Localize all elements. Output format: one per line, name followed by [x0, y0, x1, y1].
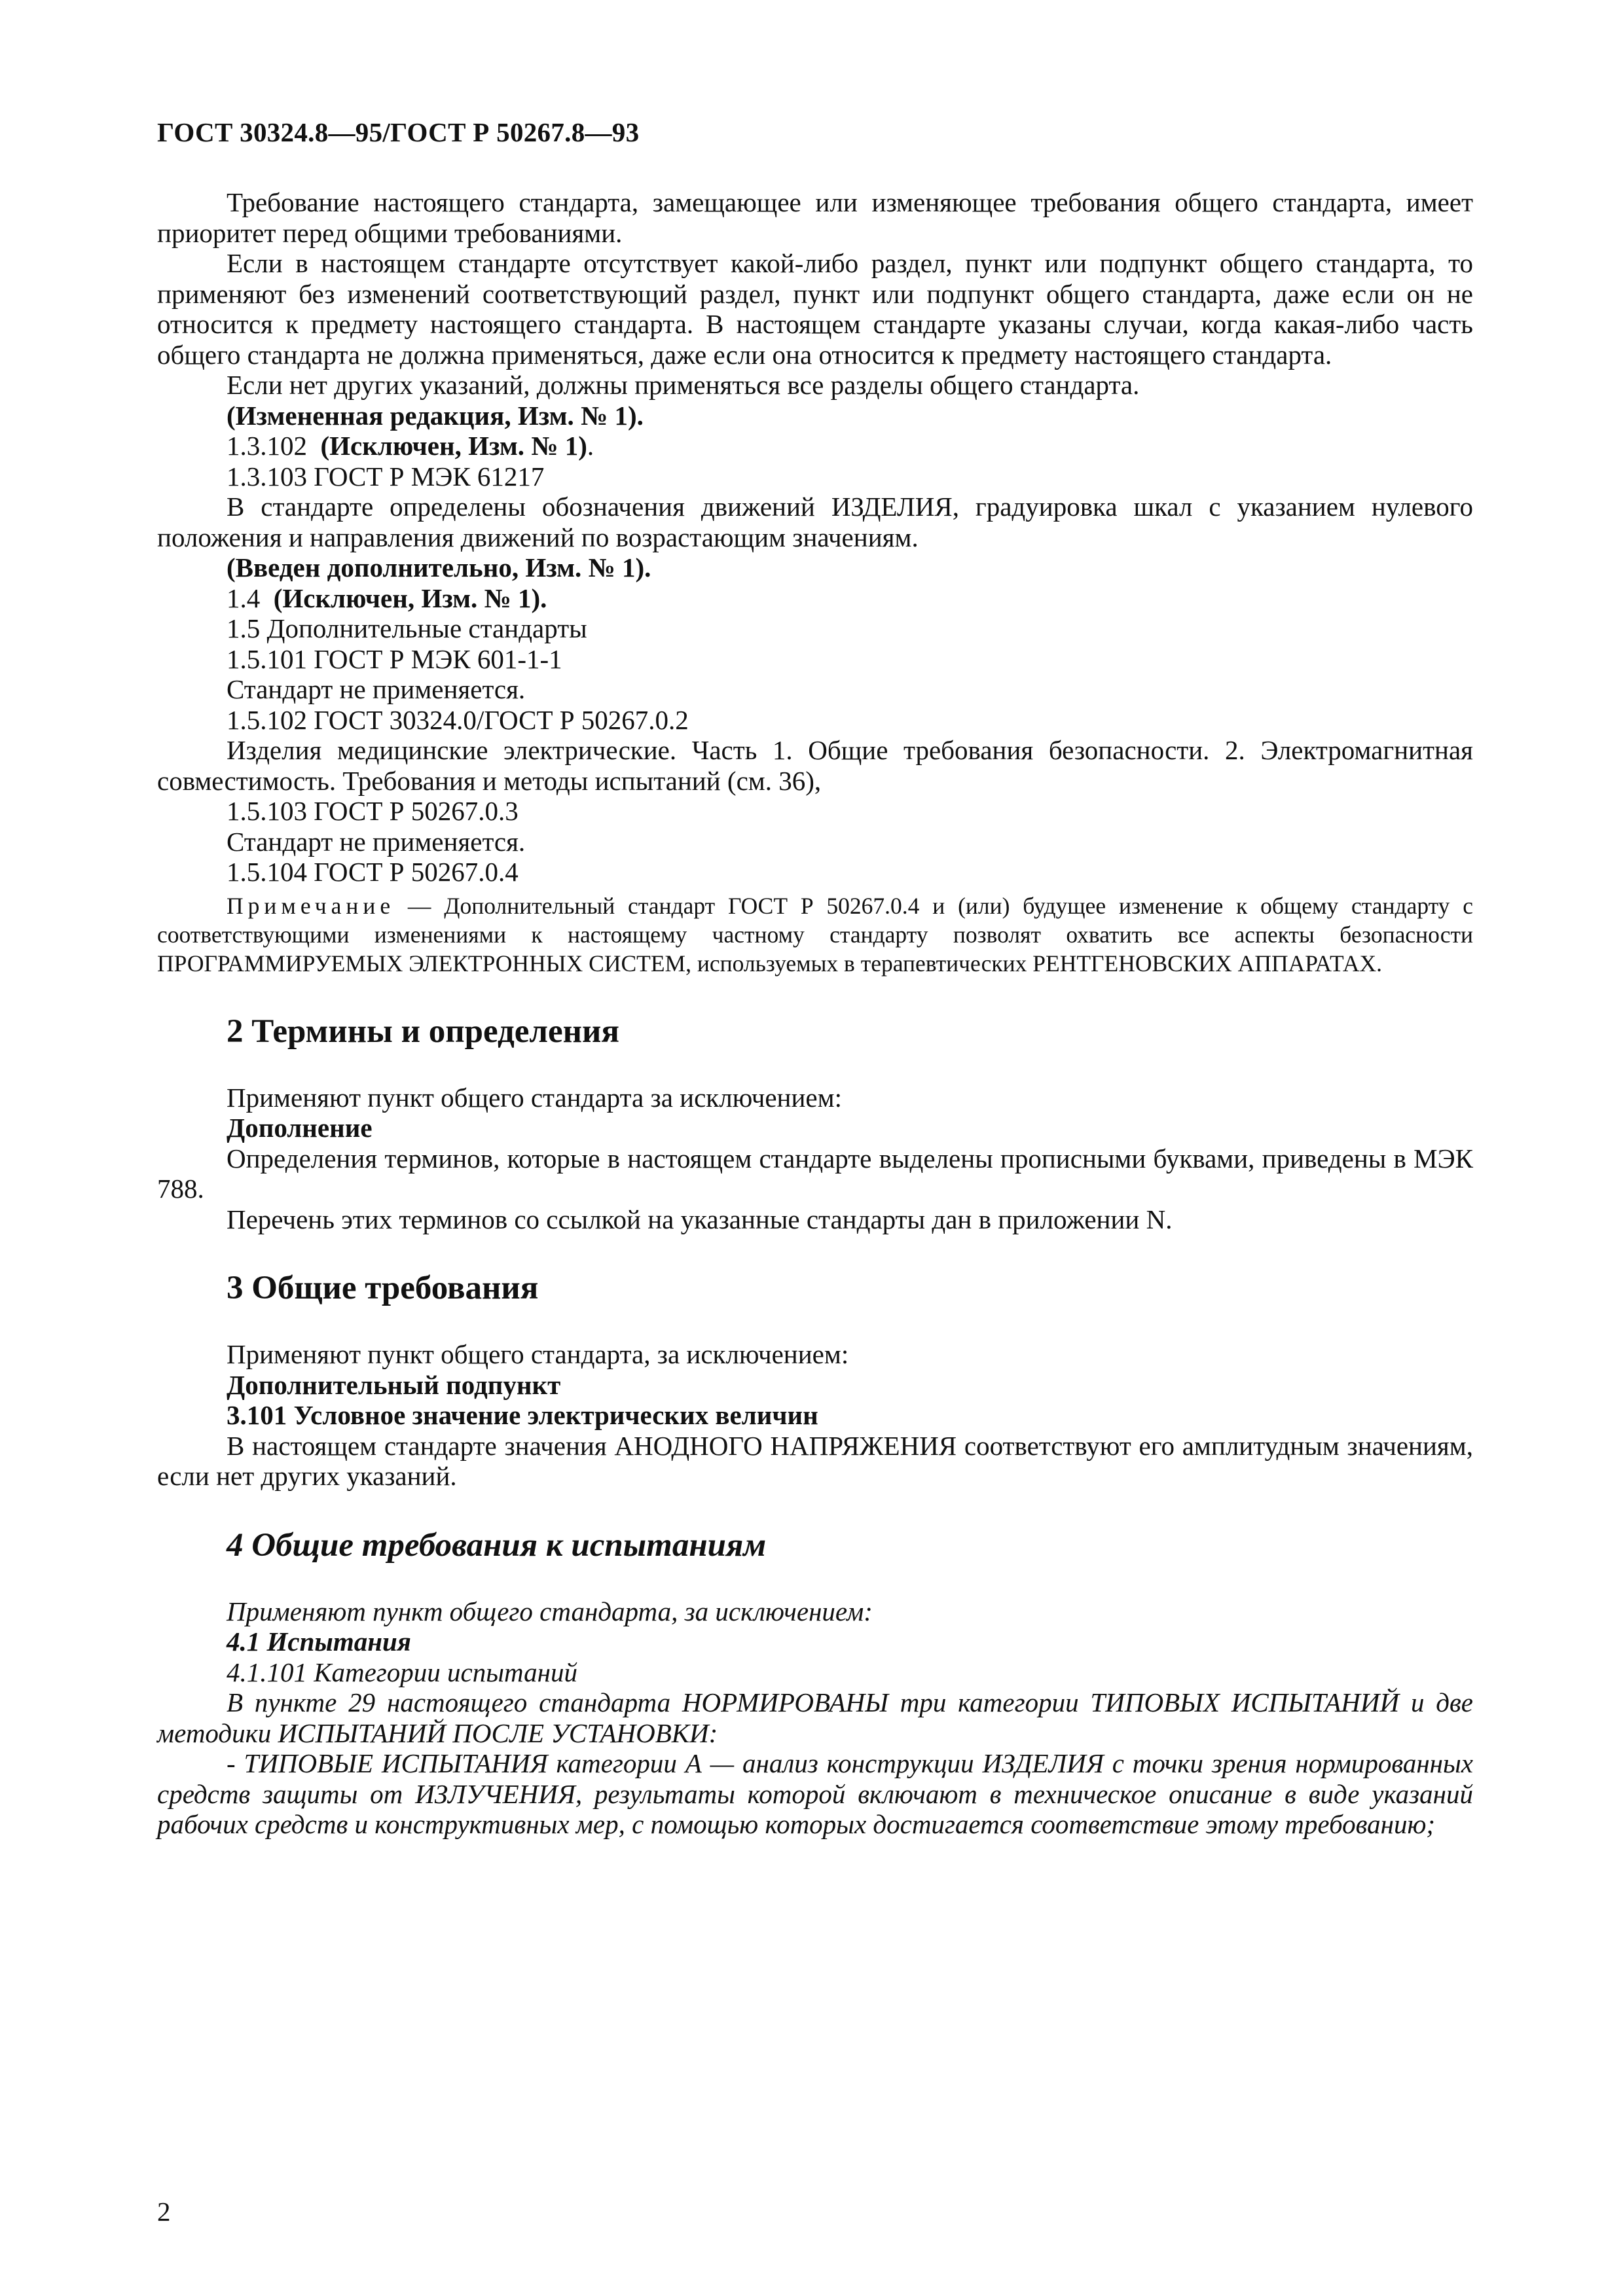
section-2-paragraph-1: Применяют пункт общего стандарта за исключением: — [227, 1082, 842, 1113]
intro-paragraph-2: Если в настоящем стандарте отсутствует какой-либо раздел, пункт или подпункт общего стандарта, то применяют без изменений соответствующий раздел, пункт или подпункт общего стандарта, даже если он не относится к предмету настоящего стандарта. В настоящем стандарте указаны случаи, когда какая-либо часть общего стандарта не должна применяться, даже если она относится к предмету настоящего стандарта. — [157, 248, 1473, 370]
note — [157, 891, 1473, 978]
section-4-paragraph-2: В пункте 29 настоящего стандарта НОРМИРОВАНЫ три категории ТИПОВЫХ ИСПЫТАНИЙ и две методики ИСПЫТАНИЙ ПОСЛЕ УСТАНОВКИ: — [157, 1687, 1473, 1748]
section-3-paragraph-2: В настоящем стандарте значения АНОДНОГО НАПРЯЖЕНИЯ соответствуют его амплитудным значениям, если нет других указаний. — [157, 1430, 1473, 1491]
clause-1-4 — [157, 583, 1473, 614]
intro-paragraph-1: Требование настоящего стандарта, замещающее или изменяющее требования общего стандарта, имеет приоритет перед общими требованиями. — [157, 187, 1473, 248]
document-header: ГОСТ 30324.8—95/ГОСТ Р 50267.8—93 — [157, 117, 640, 147]
section-3-subheading-2: 3.101 Условное значение электрических величин — [227, 1400, 818, 1430]
section-2-title: 2 Термины и определения — [227, 1013, 620, 1050]
section-4-title: 4 Общие требования к испытаниям — [227, 1526, 767, 1564]
page-number: 2 — [157, 2197, 171, 2227]
clause-number: 1.3.102 — [227, 431, 307, 461]
intro-paragraph-3: Если нет других указаний, должны применяться все разделы общего стандарта. — [227, 370, 1140, 400]
clause-1-5-103: 1.5.103 ГОСТ Р 50267.0.3 — [227, 796, 519, 826]
section-3-subheading: Дополнительный подпункт — [227, 1369, 561, 1400]
clause-status: (Исключен, Изм. № 1). — [273, 583, 547, 613]
section-2-paragraph-3: Перечень этих терминов со ссылкой на указанные стандарты дан в приложении N. — [227, 1204, 1173, 1234]
clause-1-5: 1.5 Дополнительные стандарты — [227, 613, 587, 643]
document-body — [157, 187, 1473, 1840]
section-2-paragraph-2: Определения терминов, которые в настоящем стандарте выделены прописными буквами, приведены в МЭК 788. — [157, 1143, 1473, 1204]
section-4-subheading-2: 4.1.101 Категории испытаний — [227, 1657, 577, 1687]
clause-1-5-102: 1.5.102 ГОСТ 30324.0/ГОСТ Р 50267.0.2 — [227, 704, 689, 735]
section-4-paragraph-3: - ТИПОВЫЕ ИСПЫТАНИЯ категории А — анализ конструкции ИЗДЕЛИЯ с точки зрения нормированных средств защиты от ИЗЛУЧЕНИЯ, результаты которой включают в техническое описание в виде указаний рабочих средств и конструктивных мер, с помощью которых достигается соответствие этому требованию; — [157, 1748, 1473, 1839]
clause-1-3-103-text: В стандарте определены обозначения движений ИЗДЕЛИЯ, градуировка шкал с указанием нулевого положения и направления движений по возрастающим значениям. — [157, 492, 1473, 552]
clause-tail: . — [587, 431, 594, 461]
clause-1-3-103: 1.3.103 ГОСТ Р МЭК 61217 — [227, 461, 545, 492]
section-4-subheading: 4.1 Испытания — [227, 1626, 411, 1657]
not-applicable-1: Стандарт не применяется. — [227, 674, 526, 704]
clause-1-5-104: 1.5.104 ГОСТ Р 50267.0.4 — [227, 857, 519, 887]
section-2-subheading: Дополнение — [227, 1113, 373, 1143]
clause-1-3-102 — [157, 431, 1473, 461]
section-4-paragraph-1: Применяют пункт общего стандарта, за исключением: — [227, 1596, 873, 1626]
clause-1-5-101: 1.5.101 ГОСТ Р МЭК 601-1-1 — [227, 643, 562, 674]
amendment-note-1: (Измененная редакция, Изм. № 1). — [227, 400, 644, 431]
not-applicable-2: Стандарт не применяется. — [227, 826, 526, 857]
note-text: — Дополнительный стандарт ГОСТ Р 50267.0.4 и (или) будущее изменение к общему стандарту с соответствующими изменениями к настоящему частному стандарту позволят охватить все аспекты безопасности ПРОГРАММИРУЕМЫХ ЭЛЕКТРОННЫХ СИСТЕМ, используемых в терапевтических РЕНТГЕНОВСКИХ АППАРАТАХ. — [157, 892, 1473, 977]
clause-1-5-102-text: Изделия медицинские электрические. Часть 1. Общие требования безопасности. 2. Электромагнитная совместимость. Требования и методы испытаний (см. 36), — [157, 735, 1473, 796]
clause-status: (Исключен, Изм. № 1) — [320, 431, 587, 461]
section-3-paragraph-1: Применяют пункт общего стандарта, за исключением: — [227, 1339, 849, 1369]
amendment-note-2: (Введен дополнительно, Изм. № 1). — [227, 552, 651, 583]
note-label: Примечание — [227, 892, 395, 919]
section-3-title: 3 Общие требования — [227, 1270, 539, 1306]
clause-number: 1.4 — [227, 583, 261, 613]
